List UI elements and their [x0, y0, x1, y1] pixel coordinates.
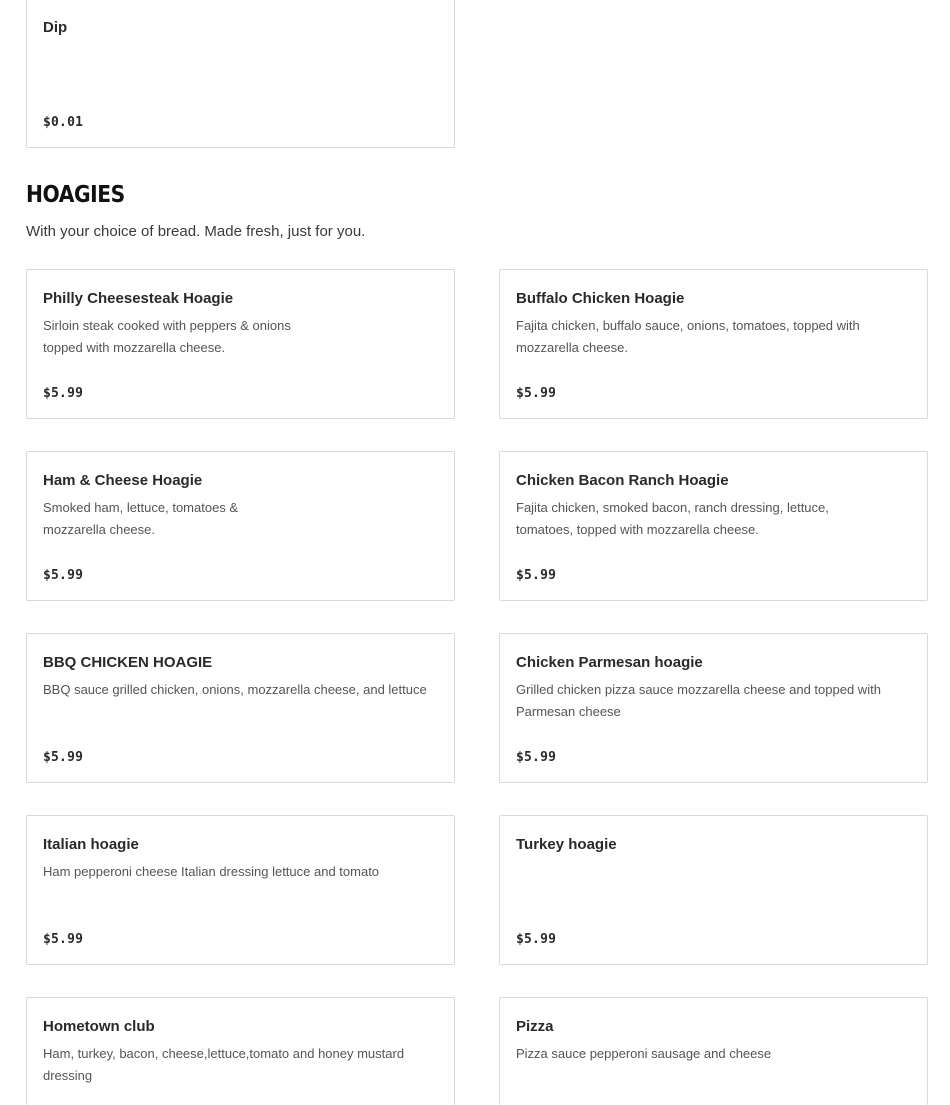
menu-item-price: $5.99: [516, 932, 557, 947]
menu-item-card[interactable]: [26, 633, 455, 783]
menu-item-name: Hometown club: [43, 1018, 155, 1035]
menu-item-name: Ham & Cheese Hoagie: [43, 472, 203, 489]
menu-item-description: Smoked ham, lettuce, tomatoes & mozzarella cheese.: [43, 500, 239, 537]
menu-item-name: Chicken Parmesan hoagie: [516, 654, 703, 671]
menu-item-description: Ham pepperoni cheese Italian dressing lettuce and tomato: [43, 864, 380, 879]
menu-item-description: Ham, turkey, bacon, cheese,lettuce,tomato and honey mustard dressing: [43, 1046, 405, 1083]
menu-item-card[interactable]: [26, 997, 455, 1105]
section-title: HOAGIES: [26, 182, 125, 208]
menu-item-card[interactable]: [499, 451, 928, 601]
menu-item-price: $5.99: [43, 932, 84, 947]
menu-item-name: Buffalo Chicken Hoagie: [516, 290, 685, 307]
menu-item-name: BBQ CHICKEN HOAGIE: [43, 654, 213, 671]
menu-item-description: Fajita chicken, buffalo sauce, onions, tomatoes, topped with mozzarella cheese.: [516, 318, 860, 355]
menu-item-card[interactable]: [499, 815, 928, 965]
menu-item-card[interactable]: [499, 633, 928, 783]
menu-item-price: $5.99: [43, 386, 84, 401]
menu-item-card[interactable]: [499, 269, 928, 419]
menu-item-name: Italian hoagie: [43, 836, 139, 853]
menu-item-card[interactable]: [499, 997, 928, 1105]
menu-item-price: $5.99: [43, 750, 84, 765]
menu-item-name: Pizza: [516, 1018, 554, 1035]
menu-item-price: $5.99: [516, 750, 557, 765]
menu-item-card[interactable]: [26, 269, 455, 419]
section-subtitle: With your choice of bread. Made fresh, just for you.: [26, 223, 366, 240]
menu-item-price: $5.99: [43, 568, 84, 583]
menu-item-description: Sirloin steak cooked with peppers & onions topped with mozzarella cheese.: [43, 318, 291, 355]
menu-item-card-dip[interactable]: [26, 0, 455, 148]
menu-item-name: Philly Cheesesteak Hoagie: [43, 290, 234, 307]
menu-item-card[interactable]: [26, 451, 455, 601]
menu-item-name: Dip: [43, 19, 68, 36]
menu-item-description: Fajita chicken, smoked bacon, ranch dressing, lettuce, tomatoes, topped with mozzarella cheese.: [516, 500, 829, 537]
menu-item-name: Chicken Bacon Ranch Hoagie: [516, 472, 729, 489]
menu-item-description: Grilled chicken pizza sauce mozzarella cheese and topped with Parmesan cheese: [516, 682, 881, 719]
menu-item-price: $5.99: [516, 386, 557, 401]
menu-item-card[interactable]: [26, 815, 455, 965]
menu-item-price: $5.99: [516, 568, 557, 583]
menu-item-price: $0.01: [43, 115, 84, 130]
menu-item-description: Pizza sauce pepperoni sausage and cheese: [516, 1046, 772, 1061]
menu-item-description: BBQ sauce grilled chicken, onions, mozzarella cheese, and lettuce: [43, 682, 427, 697]
menu-item-name: Turkey hoagie: [516, 836, 617, 853]
